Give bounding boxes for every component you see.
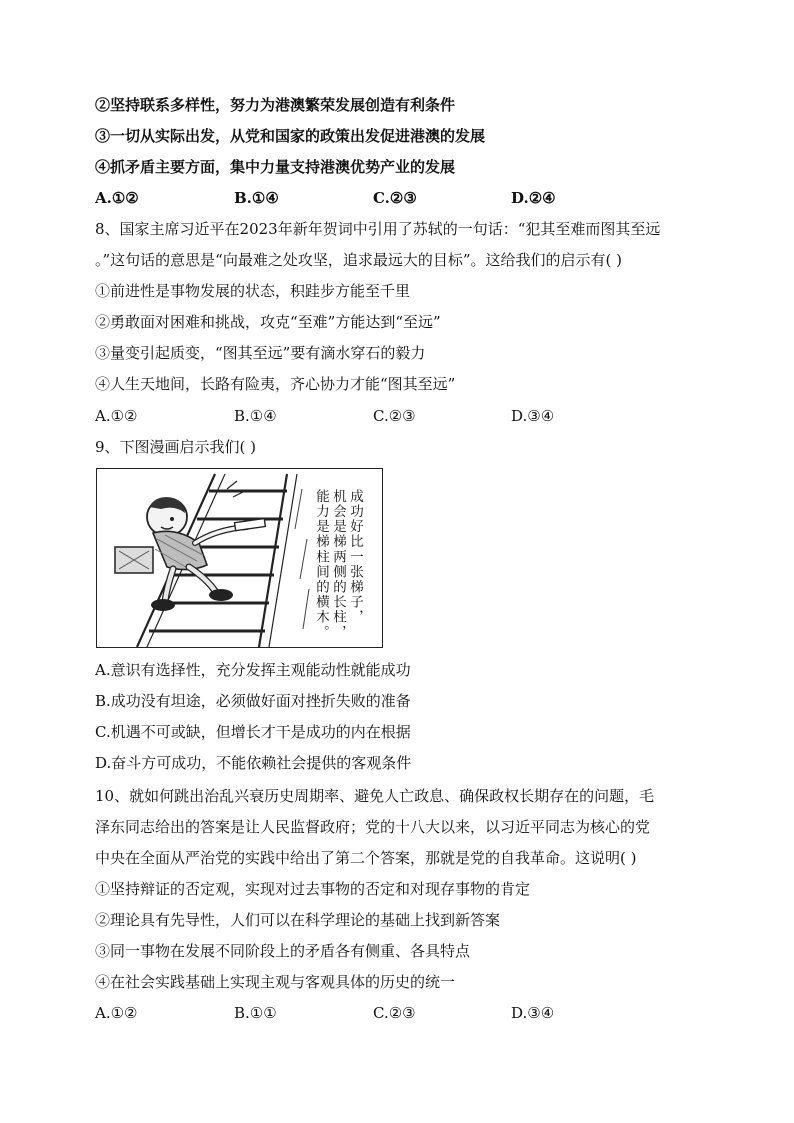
q10-stem-line-3: 中央在全面从严治党的实践中给出了第二个答案，那就是党的自我革命。这说明( ) xyxy=(95,849,637,867)
q10-stem-line-1: 10、就如何跳出治乱兴衰历史周期率、避免人亡政息、确保政权长期存在的问题，毛 xyxy=(95,787,655,805)
q7-item-2: ②坚持联系多样性，努力为港澳繁荣发展创造有利条件 xyxy=(95,96,456,114)
q7-option-a[interactable]: A.①② xyxy=(95,189,139,207)
q7-option-b[interactable]: B.①④ xyxy=(234,189,279,207)
q8-item-4: ④人生天地间，长路有险夷，齐心协力才能“图其至远” xyxy=(95,375,456,393)
q8-option-c[interactable]: C.②③ xyxy=(373,407,416,425)
q8-stem-line-1: 8、国家主席习近平在2023年新年贺词中引用了苏轼的一句话：“犯其至难而图其至远 xyxy=(95,220,661,238)
ladder-cartoon xyxy=(96,468,383,648)
q7-option-d[interactable]: D.②④ xyxy=(511,189,556,207)
q7-options xyxy=(95,188,695,208)
caption-column-1: 成功好比一张梯子， xyxy=(347,489,363,625)
q8-options xyxy=(95,406,695,426)
q9-option-d[interactable]: D.奋斗方可成功，不能依赖社会提供的客观条件 xyxy=(95,754,412,772)
q8-stem-line-2: 。”这句话的意思是“向最难之处攻坚，追求最远大的目标”。这给我们的启示有( ) xyxy=(95,251,622,269)
q9-option-c[interactable]: C.机遇不可或缺，但增长才干是成功的内在根据 xyxy=(95,723,411,741)
q9-option-b[interactable]: B.成功没有坦途，必须做好面对挫折失败的准备 xyxy=(95,692,411,710)
q7-item-4: ④抓矛盾主要方面，集中力量支持港澳优势产业的发展 xyxy=(95,158,456,176)
q10-option-c[interactable]: C.②③ xyxy=(373,1004,416,1022)
q10-item-1: ①坚持辩证的否定观，实现对过去事物的否定和对现存事物的肯定 xyxy=(95,880,531,898)
q9-stem: 9、下图漫画启示我们( ) xyxy=(95,438,257,456)
caption-column-3: 能力是梯柱间的横木。 xyxy=(313,489,329,640)
q10-item-3: ③同一事物在发展不同阶段上的矛盾各有侧重、各具特点 xyxy=(95,942,471,960)
q10-item-4: ④在社会实践基础上实现主观与客观具体的历史的统一 xyxy=(95,973,456,991)
q8-item-3: ③量变引起质变，“图其至远”要有滴水穿石的毅力 xyxy=(95,344,426,362)
q8-option-d[interactable]: D.③④ xyxy=(511,407,555,425)
q7-item-3: ③一切从实际出发，从党和国家的政策出发促进港澳的发展 xyxy=(95,127,486,145)
q10-options xyxy=(95,1003,695,1023)
q7-option-c[interactable]: C.②③ xyxy=(373,189,417,207)
q8-item-1: ①前进性是事物发展的状态，积跬步方能至千里 xyxy=(95,282,411,300)
q10-item-2: ②理论具有先导性，人们可以在科学理论的基础上找到新答案 xyxy=(95,911,501,929)
q8-option-b[interactable]: B.①④ xyxy=(234,407,277,425)
q8-option-a[interactable]: A.①② xyxy=(95,407,138,425)
q9-option-a[interactable]: A.意识有选择性，充分发挥主观能动性就能成功 xyxy=(95,661,411,679)
q8-item-2: ②勇敢面对困难和挑战，攻克“至难”方能达到“至远” xyxy=(95,313,441,331)
q10-option-d[interactable]: D.③④ xyxy=(511,1004,555,1022)
q10-stem-line-2: 泽东同志给出的答案是让人民监督政府；党的十八大以来，以习近平同志为核心的党 xyxy=(95,818,651,836)
q10-option-b[interactable]: B.①① xyxy=(234,1004,277,1022)
q10-option-a[interactable]: A.①② xyxy=(95,1004,138,1022)
caption-column-2: 机会是梯两侧的长柱， xyxy=(330,489,346,640)
